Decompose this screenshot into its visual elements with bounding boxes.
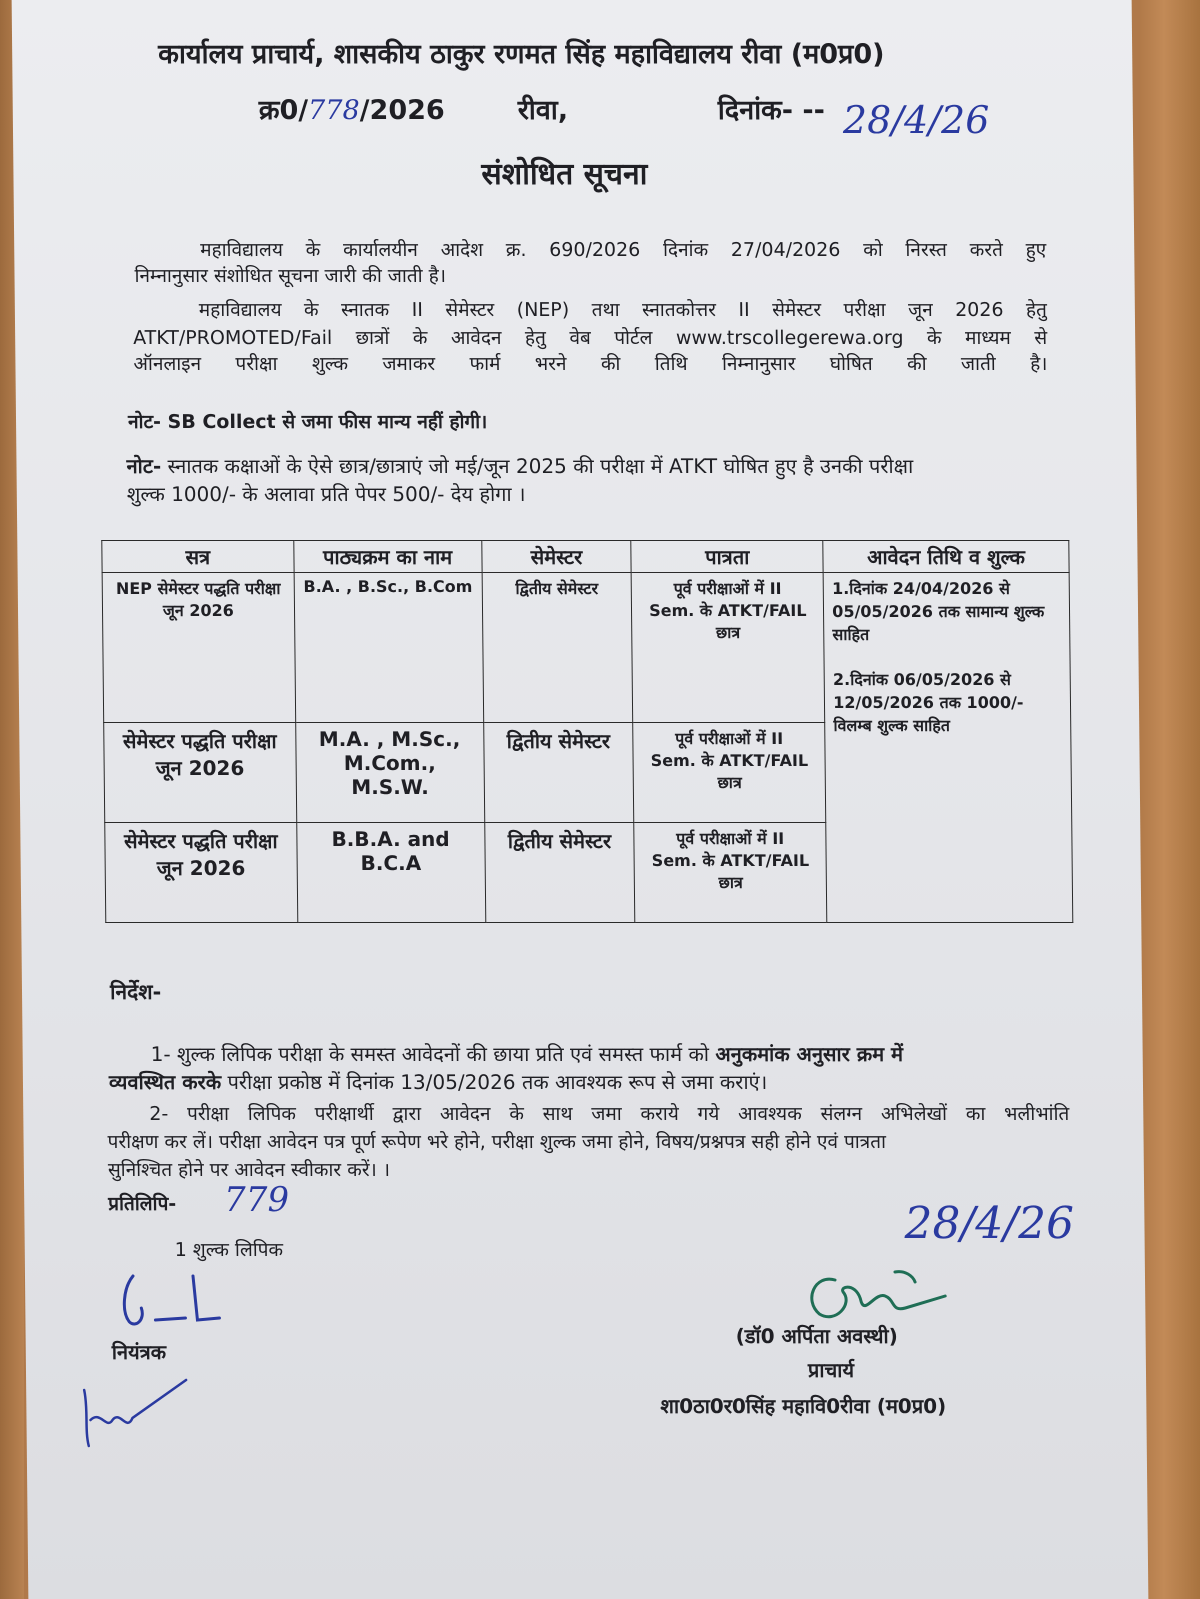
header-date-fee: आवेदन तिथि व शुल्क — [823, 541, 1069, 573]
ref-suffix: /2026 — [359, 95, 445, 126]
para2-line2: ATKT/PROMOTED/Fail छात्रों के आवेदन हेतु वेब पोर्टल www.trscollegerewa.org के माध्यम से — [133, 327, 1048, 349]
direction1-text-d: परीक्षा प्रकोष्ठ में दिनांक 13/05/2026 तक आवश्यक रूप से जमा कराएं। — [227, 1070, 768, 1094]
direction2-line2: परीक्षण कर लें। परीक्षा आवेदन पत्र पूर्ण रूपेण भरे होने, परीक्षा शुल्क जमा होने, विषय/प्रश्नपत्र सही होने एवं पात्रता — [107, 1131, 887, 1153]
header-eligibility: पात्रता — [631, 541, 823, 573]
row1-semester: द्वितीय सेमेस्टर — [482, 573, 633, 723]
row1-eligibility-line2: Sem. के ATKT/FAIL — [649, 601, 807, 620]
direction2-line3: सुनिश्चित होने पर आवेदन स्वीकार करें। । — [107, 1159, 391, 1181]
notice-title: संशोधित सूचना — [481, 157, 648, 192]
table-row — [102, 573, 1071, 723]
row3-eligibility — [634, 823, 827, 923]
header-session: सत्र — [102, 541, 294, 573]
date-line — [718, 90, 825, 127]
direction1-text-a: 1- शुल्क लिपिक परीक्षा के समस्त आवेदनों की छाया प्रति एवं समस्त फार्म को — [150, 1042, 710, 1066]
note1-label: नोट- — [127, 411, 162, 433]
row2-eligibility-line2: Sem. के ATKT/FAIL — [650, 751, 809, 770]
row2-semester: द्वितीय सेमेस्टर — [483, 723, 634, 823]
header-semester: सेमेस्टर — [481, 541, 631, 573]
row1-eligibility-line3: छात्र — [715, 623, 741, 642]
fee-period-1: 1.दिनांक 24/04/2026 से 05/05/2026 तक सामान्य शुल्क साहित — [831, 579, 1045, 644]
direction2-line1: 2- परीक्षा लिपिक परीक्षार्थी द्वारा आवेदन के साथ जमा कराये गये आवश्यक संलग्न अभिलेखों का भलीभांति — [149, 1103, 1070, 1125]
direction1-line2 — [109, 1068, 768, 1095]
row3-eligibility-line3: छात्र — [718, 873, 743, 892]
row1-session: NEP सेमेस्टर पद्धति परीक्षा जून 2026 — [102, 573, 295, 723]
principal-name: (डॉ0 अर्पिता अवस्थी) — [735, 1324, 898, 1348]
desk-background-right — [1140, 0, 1200, 1599]
directions-heading: निर्देश- — [109, 980, 162, 1004]
note2-line2: शुल्क 1000/- के अलावा प्रति पेपर 500/- देय होगा । — [126, 482, 526, 506]
date-handwritten: 28/4/26 — [842, 98, 990, 142]
principal-title: प्राचार्य — [807, 1358, 855, 1382]
place: रीवा, — [517, 95, 569, 126]
note2-text-line1: स्नातक कक्षाओं के ऐसे छात्र/छात्राएं जो मई/जून 2025 की परीक्षा में ATKT घोषित हुए है उनकी परीक्षा — [167, 454, 914, 478]
signature-date-handwritten: 28/4/26 — [904, 1198, 1075, 1249]
note2-label: नोट- — [126, 454, 162, 478]
direction1-text-b: अनुकमांक अनुसार क्रम में — [715, 1042, 904, 1066]
note1-text: SB Collect से जमा फीस मान्य नहीं होगी। — [167, 411, 488, 433]
row3-course: B.B.A. and B.C.A — [296, 823, 485, 923]
note2-line1 — [126, 452, 913, 479]
row2-eligibility-line1: पूर्व परीक्षाओं में II — [675, 729, 784, 748]
initials-scribble — [66, 1370, 207, 1460]
note1 — [128, 408, 487, 434]
para1-line2: निम्नानुसार संशोधित सूचना जारी की जाती है। — [134, 265, 447, 287]
row2-session: सेमेस्टर पद्धति परीक्षा जून 2026 — [104, 723, 297, 823]
para1-line1: महाविद्यालय के कार्यालयीन आदेश क्र. 690/2026 दिनांक 27/04/2026 को निरस्त करते हुए — [200, 239, 1047, 261]
copy-label: प्रतिलिपि- — [108, 1193, 177, 1215]
office-heading: कार्यालय प्राचार्य, शासकीय ठाकुर रणमत सिंह महाविद्यालय रीवा (म0प्र0) — [158, 39, 885, 70]
notice-paper — [12, 0, 1149, 1599]
principal-college: शा0ठा0र0सिंह महावि0रीवा (म0प्र0) — [660, 1394, 947, 1418]
date-label: दिनांक- -- — [717, 95, 826, 126]
fee-period-2: 2.दिनांक 06/05/2026 से 12/05/2026 तक 1000/- विलम्ब शुल्क साहित — [832, 670, 1024, 735]
direction1-line1 — [151, 1040, 904, 1067]
controller-label: नियंत्रक — [111, 1340, 167, 1364]
para2-line1: महाविद्यालय के स्नातक II सेमेस्टर (NEP) तथा स्नातकोत्तर II सेमेस्टर परीक्षा जून 2026 हेतु — [198, 299, 1047, 321]
copy-item-1: 1 शुल्क लिपिक — [174, 1239, 284, 1261]
schedule-table — [101, 540, 1073, 923]
row1-eligibility — [632, 573, 825, 723]
row3-eligibility-line1: पूर्व परीक्षाओं में II — [676, 829, 785, 848]
ref-prefix: क्र0/ — [258, 95, 309, 126]
copy-number-handwritten: 779 — [223, 1180, 290, 1220]
direction1-text-c: व्यवस्थित करके — [108, 1070, 222, 1094]
row2-course: M.A. , M.Sc., M.Com., M.S.W. — [295, 723, 484, 823]
table-header-row — [102, 541, 1069, 573]
row1-eligibility-line1: पूर्व परीक्षाओं में II — [673, 579, 782, 598]
header-course: पाठ्यक्रम का नाम — [294, 541, 482, 573]
row3-session: सेमेस्टर पद्धति परीक्षा जून 2026 — [105, 823, 298, 923]
row2-eligibility-line3: छात्र — [717, 773, 742, 792]
row1-course: B.A. , B.Sc., B.Com — [294, 573, 483, 723]
row2-eligibility — [633, 723, 826, 823]
ref-number-handwritten: 778 — [308, 95, 360, 126]
reference-line — [259, 90, 445, 127]
row3-semester: द्वितीय सेमेस्टर — [484, 823, 635, 923]
fee-schedule-cell — [823, 573, 1072, 923]
controller-signature — [115, 1268, 236, 1338]
row3-eligibility-line2: Sem. के ATKT/FAIL — [651, 851, 810, 870]
para2-line3: ऑनलाइन परीक्षा शुल्क जमाकर फार्म भरने की तिथि निम्नानुसार घोषित की जाती है। — [133, 353, 1048, 375]
